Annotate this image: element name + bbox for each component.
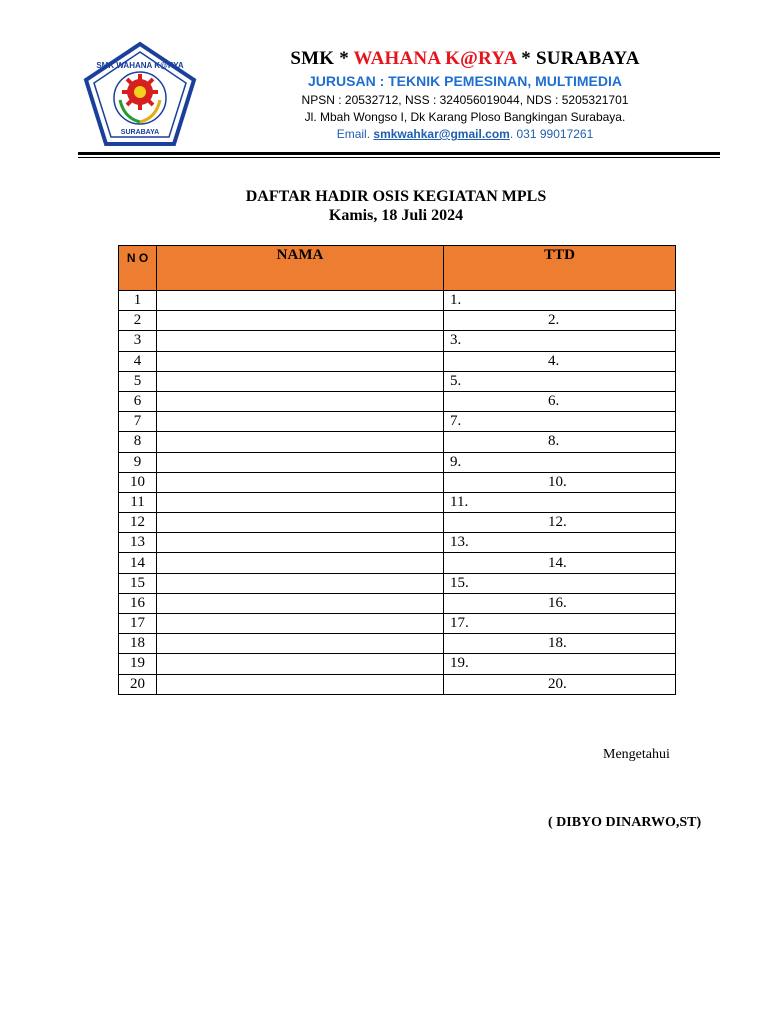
signature-cell[interactable]: 18. xyxy=(444,634,676,654)
school-ids-line: NPSN : 20532712, NSS : 324056019044, NDS : 5205321701 xyxy=(301,93,629,107)
table-row xyxy=(119,391,676,411)
table-row xyxy=(119,614,676,634)
document-date: Kamis, 18 Juli 2024 xyxy=(328,207,464,224)
column-header-ttd: TTD xyxy=(444,246,676,291)
table-row xyxy=(119,492,676,512)
name-cell[interactable] xyxy=(157,513,444,533)
row-number: 4 xyxy=(119,351,157,371)
row-number: 1 xyxy=(119,291,157,311)
signature-cell[interactable]: 16. xyxy=(444,593,676,613)
signature-cell[interactable]: 10. xyxy=(444,472,676,492)
attendance-rows xyxy=(119,291,676,695)
jurusan-line: JURUSAN : TEKNIK PEMESINAN, MULTIMEDIA xyxy=(308,73,622,89)
name-cell[interactable] xyxy=(157,573,444,593)
table-row xyxy=(119,593,676,613)
svg-text:SURABAYA: SURABAYA xyxy=(120,129,160,136)
mengetahui-label: Mengetahui xyxy=(603,747,670,762)
phone-number: . 031 99017261 xyxy=(509,127,594,141)
row-number: 3 xyxy=(119,331,157,351)
signature-cell[interactable]: 9. xyxy=(444,452,676,472)
table-row xyxy=(119,654,676,674)
header-rule-thick xyxy=(78,152,720,155)
table-row xyxy=(119,472,676,492)
attendance-table xyxy=(118,245,676,695)
signature-cell[interactable]: 11. xyxy=(444,492,676,512)
row-number: 2 xyxy=(119,311,157,331)
signature-cell[interactable]: 3. xyxy=(444,331,676,351)
column-header-nama: NAMA xyxy=(157,246,444,291)
name-cell[interactable] xyxy=(157,654,444,674)
contact-line xyxy=(215,127,715,141)
row-number: 20 xyxy=(119,674,157,694)
row-number: 9 xyxy=(119,452,157,472)
signature-cell[interactable]: 17. xyxy=(444,614,676,634)
signature-cell[interactable]: 15. xyxy=(444,573,676,593)
name-cell[interactable] xyxy=(157,291,444,311)
signature-cell[interactable]: 4. xyxy=(444,351,676,371)
signer-name: ( DIBYO DINARWO,ST) xyxy=(548,815,702,830)
school-title xyxy=(215,48,715,70)
signature-cell[interactable]: 8. xyxy=(444,432,676,452)
table-row xyxy=(119,432,676,452)
name-cell[interactable] xyxy=(157,331,444,351)
name-cell[interactable] xyxy=(157,533,444,553)
table-row xyxy=(119,634,676,654)
name-cell[interactable] xyxy=(157,432,444,452)
name-cell[interactable] xyxy=(157,351,444,371)
school-logo xyxy=(82,40,198,148)
row-number: 19 xyxy=(119,654,157,674)
table-row xyxy=(119,371,676,391)
table-row xyxy=(119,331,676,351)
email-link[interactable]: smkwahkar@gmail.com xyxy=(373,127,510,141)
row-number: 12 xyxy=(119,513,157,533)
signature-cell[interactable]: 2. xyxy=(444,311,676,331)
table-row xyxy=(119,311,676,331)
table-row xyxy=(119,513,676,533)
row-number: 15 xyxy=(119,573,157,593)
table-row xyxy=(119,573,676,593)
name-cell[interactable] xyxy=(157,674,444,694)
signature-cell[interactable]: 14. xyxy=(444,553,676,573)
signature-cell[interactable]: 13. xyxy=(444,533,676,553)
table-row xyxy=(119,452,676,472)
name-cell[interactable] xyxy=(157,593,444,613)
row-number: 6 xyxy=(119,391,157,411)
name-cell[interactable] xyxy=(157,472,444,492)
row-number: 13 xyxy=(119,533,157,553)
name-cell[interactable] xyxy=(157,391,444,411)
name-cell[interactable] xyxy=(157,412,444,432)
name-cell[interactable] xyxy=(157,553,444,573)
school-title-prefix: SMK * xyxy=(290,48,354,69)
signature-cell[interactable]: 5. xyxy=(444,371,676,391)
school-title-suffix: * SURABAYA xyxy=(516,48,640,69)
name-cell[interactable] xyxy=(157,371,444,391)
row-number: 7 xyxy=(119,412,157,432)
row-number: 14 xyxy=(119,553,157,573)
signature-cell[interactable]: 6. xyxy=(444,391,676,411)
name-cell[interactable] xyxy=(157,311,444,331)
name-cell[interactable] xyxy=(157,614,444,634)
table-row xyxy=(119,674,676,694)
row-number: 10 xyxy=(119,472,157,492)
signature-cell[interactable]: 1. xyxy=(444,291,676,311)
signature-cell[interactable]: 20. xyxy=(444,674,676,694)
row-number: 11 xyxy=(119,492,157,512)
table-row xyxy=(119,553,676,573)
signature-cell[interactable]: 19. xyxy=(444,654,676,674)
row-number: 8 xyxy=(119,432,157,452)
signature-cell[interactable]: 12. xyxy=(444,513,676,533)
table-row xyxy=(119,533,676,553)
column-header-no: N O xyxy=(119,246,157,291)
row-number: 18 xyxy=(119,634,157,654)
name-cell[interactable] xyxy=(157,492,444,512)
table-row xyxy=(119,351,676,371)
email-label: Email. xyxy=(336,127,374,141)
address-line: Jl. Mbah Wongso I, Dk Karang Ploso Bangkingan Surabaya. xyxy=(304,110,626,124)
name-cell[interactable] xyxy=(157,634,444,654)
signature-cell[interactable]: 7. xyxy=(444,412,676,432)
table-row xyxy=(119,412,676,432)
row-number: 16 xyxy=(119,593,157,613)
row-number: 17 xyxy=(119,614,157,634)
table-header-row xyxy=(119,246,676,291)
document-title: DAFTAR HADIR OSIS KEGIATAN MPLS xyxy=(245,188,547,205)
row-number: 5 xyxy=(119,371,157,391)
name-cell[interactable] xyxy=(157,452,444,472)
school-title-name: WAHANA K@RYA xyxy=(353,48,517,69)
svg-text:SMK WAHANA K@RYA: SMK WAHANA K@RYA xyxy=(96,61,184,70)
table-row xyxy=(119,291,676,311)
header-rule-thin xyxy=(78,157,720,158)
